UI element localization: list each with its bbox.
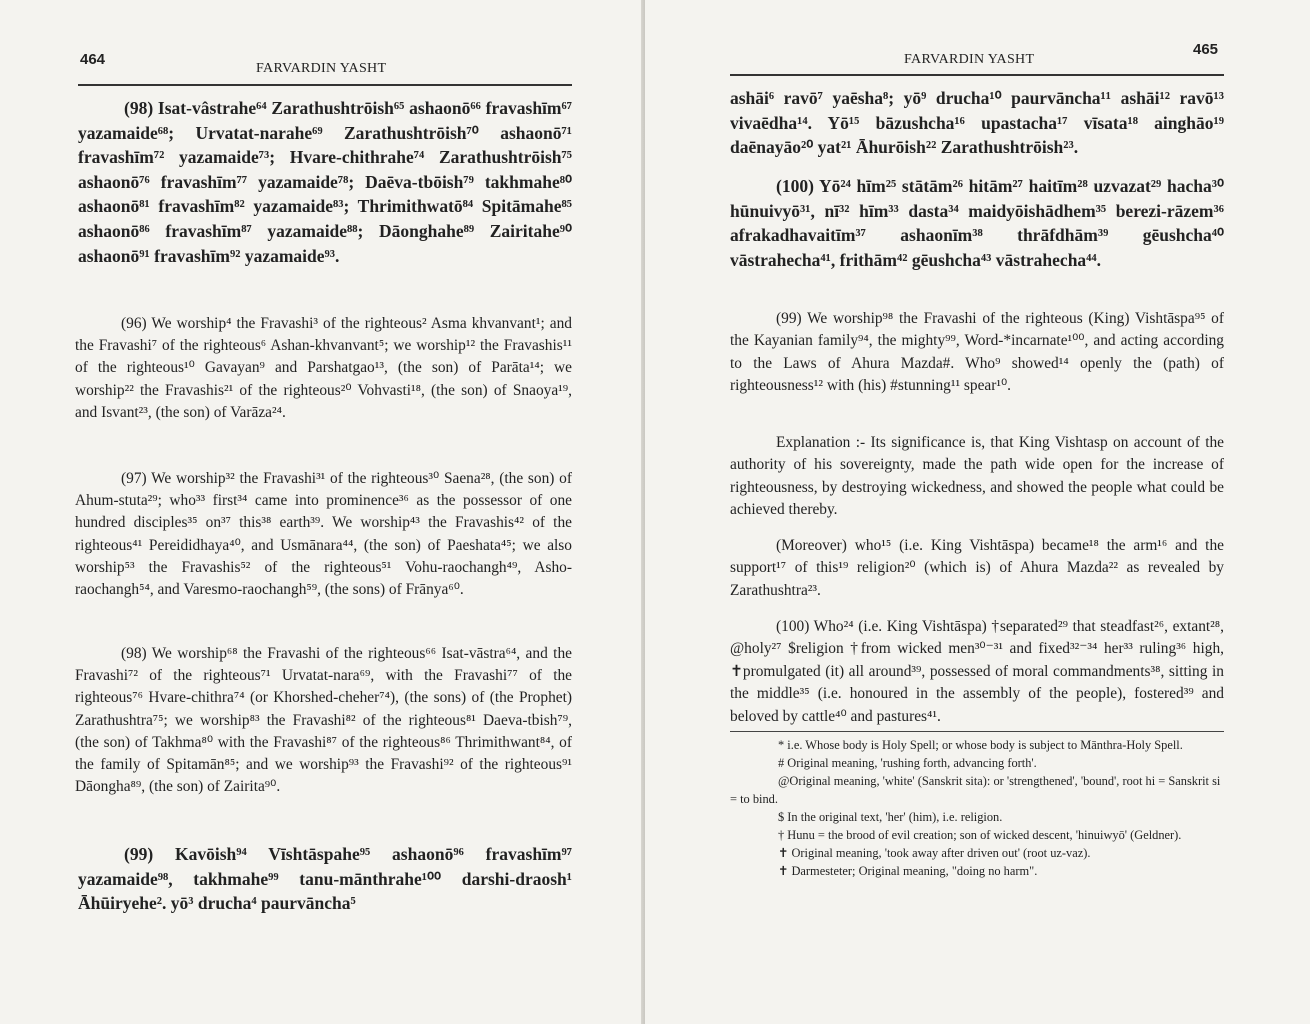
- transliteration-100: (100) Yō²⁴ hīm²⁵ stātām²⁶ hitām²⁷ haitīm²⁸ uzvazat²⁹ hacha³⁰ hūnuivyō³¹, nī³² hīm³³ dasta³⁴ maidyōishādhem³⁵ berezi-rāzem³⁶ afrakadhavaitīm³⁷ ashaonīm³⁸ thrāfdhām³⁹ gēushcha⁴⁰ vāstrahecha⁴¹, frithām⁴² gēushcha⁴³ vāstrahecha⁴⁴.: [730, 176, 1224, 270]
- translation-97: (97) We worship³² the Fravashi³¹ of the righteous³⁰ Saena²⁸, (the son) of Ahum-stuta²⁹; who³³ first³⁴ came into prominence³⁶ as the possessor of one hundred disciples³⁵ on³⁷ this³⁸ earth³⁹. We worship⁴³ the Fravashis⁴² of the righteous⁴¹ Pereididhaya⁴⁰, and Usmānara⁴⁴, (the son) of Paeshata⁴⁵; we also worship⁵³ the Fravashis⁵² of the righteous⁵¹ Vohu-raochangh⁴⁹, Asho-raochangh⁵⁴, and Varesmo-raochangh⁵⁹, (the sons) of Frānya⁶⁰.: [75, 470, 572, 599]
- explanation: Explanation :- Its significance is, that King Vishtasp on account of the authority of his sovereignty, made the path wide open for the increase of righteousness, by destroying wickedness, and showed the people what could be achieved thereby.: [730, 434, 1224, 519]
- running-head: FARVARDIN YASHT: [904, 52, 1035, 67]
- translation-96: (96) We worship⁴ the Fravashi³ of the righteous² Asma khvanvant¹; and the Fravashi⁷ of the righteous⁶ Ashan-khvanvant⁵; we worship¹² the Fravashis¹¹ of the righteous¹⁰ Gavayan⁹ and Parshatgao¹³, (the son) of Parāta¹⁴; we worship²² the Fravashis²¹ of the righteous²⁰ Vohvasti¹⁸, (the son) of Snaoya¹⁹, and Isvant²³, (the son) of Varāza²⁴.: [75, 315, 572, 421]
- footnote-4: $ In the original text, 'her' (him), i.e. religion.: [778, 810, 1003, 824]
- footnotes: [730, 736, 1224, 880]
- transliteration-99: (99) Kavōish⁹⁴ Vīshtāspahe⁹⁵ ashaonō⁹⁶ fravashīm⁹⁷ yazamaide⁹⁸, takhmahe⁹⁹ tanu-mānthrahe¹⁰⁰ darshi-draosh¹ Āhūiryehe². yō³ drucha⁴ paurvāncha⁵: [78, 844, 572, 914]
- left-page: [0, 0, 645, 1024]
- transliteration-98: (98) Isat-vâstrahe⁶⁴ Zarathushtrōish⁶⁵ ashaonō⁶⁶ fravashīm⁶⁷ yazamaide⁶⁸; Urvatat-narahe⁶⁹ Zarathushtrōish⁷⁰ ashaonō⁷¹ fravashīm⁷² yazamaide⁷³; Hvare-chithrahe⁷⁴ Zarathushtrōish⁷⁵ ashaonō⁷⁶ fravashīm⁷⁷ yazamaide⁷⁸; Daēva-tbōish⁷⁹ takhmahe⁸⁰ ashaonō⁸¹ fravashīm⁸² yazamaide⁸³; Thrimithwatō⁸⁴ Spitāmahe⁸⁵ ashaonō⁸⁶ fravashīm⁸⁷ yazamaide⁸⁸; Dāonghahe⁸⁹ Zairitahe⁹⁰ ashaonō⁹¹ fravashīm⁹² yazamaide⁹³.: [78, 98, 572, 266]
- footnote-1: * i.e. Whose body is Holy Spell; or whose body is subject to Mānthra-Holy Spell.: [778, 738, 1183, 752]
- footnote-7: ✝ Darmesteter; Original meaning, "doing no harm".: [778, 864, 1038, 878]
- translation-98: (98) We worship⁶⁸ the Fravashi of the righteous⁶⁶ Isat-vāstra⁶⁴, and the Fravashi⁷² of the righteous⁷¹ Urvatat-nara⁶⁹, with the Fravashi⁷⁷ of the righteous⁷⁶ Hvare-chithra⁷⁴ (or Khorshed-cheher⁷⁴), (the sons) of (the Prophet) Zarathushtra⁷⁵; we worship⁸³ the Fravashi⁸² of the righteous⁸¹ Daeva-tbish⁷⁹, (the son) of Takhma⁸⁰ with the Fravashi⁸⁷ of the righteous⁸⁶ Thrimithwant⁸⁴, of the family of Spitamān⁸⁵; and we worship⁹³ the Fravashi⁹² of the righteous⁹¹ Dāongha⁸⁹, (the son) of Zairita⁹⁰.: [75, 645, 572, 796]
- translation-moreover: (Moreover) who¹⁵ (i.e. King Vishtāspa) became¹⁸ the arm¹⁶ and the support¹⁷ of this¹⁹ religion²⁰ (which is) of Ahura Mazda²² as revealed by Zarathushtra²³.: [730, 537, 1224, 599]
- footnote-6: ✝ Original meaning, 'took away after driven out' (root uz-vaz).: [778, 846, 1091, 860]
- page-number: 464: [80, 51, 106, 68]
- transliteration-99-continued: ashāi⁶ ravō⁷ yaēsha⁸; yō⁹ drucha¹⁰ paurvāncha¹¹ ashāi¹² ravō¹³ vivaēdha¹⁴. Yō¹⁵ bāzushcha¹⁶ upastacha¹⁷ vīsata¹⁸ ainghāo¹⁹ daēnayāo²⁰ yat²¹ Āhurōish²² Zarathushtrōish²³.: [730, 88, 1224, 158]
- right-page: [645, 0, 1310, 1024]
- translation-100: (100) Who²⁴ (i.e. King Vishtāspa) †separated²⁹ that steadfast²⁶, extant²⁸, @holy²⁷ $religion †from wicked men³⁰⁻³¹ and fixed³²⁻³⁴ her³³ ruling³⁶ high, ✝promulgated (it) all around³⁹, possessed of moral commandments³⁸, sitting in the middle³⁵ (i.e. honoured in the assembly of the people), fostered³⁹ and beloved by cattle⁴⁰ and pastures⁴¹.: [730, 618, 1224, 725]
- footnote-5: † Hunu = the brood of evil creation; son of wicked descent, 'hinuiwyō' (Geldner).: [778, 828, 1182, 842]
- header-rule: [730, 74, 1224, 76]
- page-number: 465: [1193, 41, 1219, 58]
- footnote-rule: [730, 731, 1224, 732]
- translation-99: (99) We worship⁹⁸ the Fravashi of the righteous (King) Vishtāspa⁹⁵ of the Kayanian family⁹⁴, the mighty⁹⁹, Word-*incarnate¹⁰⁰, and acting according to the Laws of Ahura Mazda#. Who⁹ showed¹⁴ openly the (path) of righteousness¹² with (his) #stunning¹¹ spear¹⁰.: [730, 310, 1224, 395]
- footnote-2: # Original meaning, 'rushing forth, advancing forth'.: [778, 756, 1037, 770]
- footnote-3: @Original meaning, 'white' (Sanskrit sita): or 'strengthened', 'bound', root hi = Sanskrit si = to bind.: [730, 774, 1221, 806]
- running-head: FARVARDIN YASHT: [256, 61, 387, 76]
- header-rule: [78, 84, 572, 86]
